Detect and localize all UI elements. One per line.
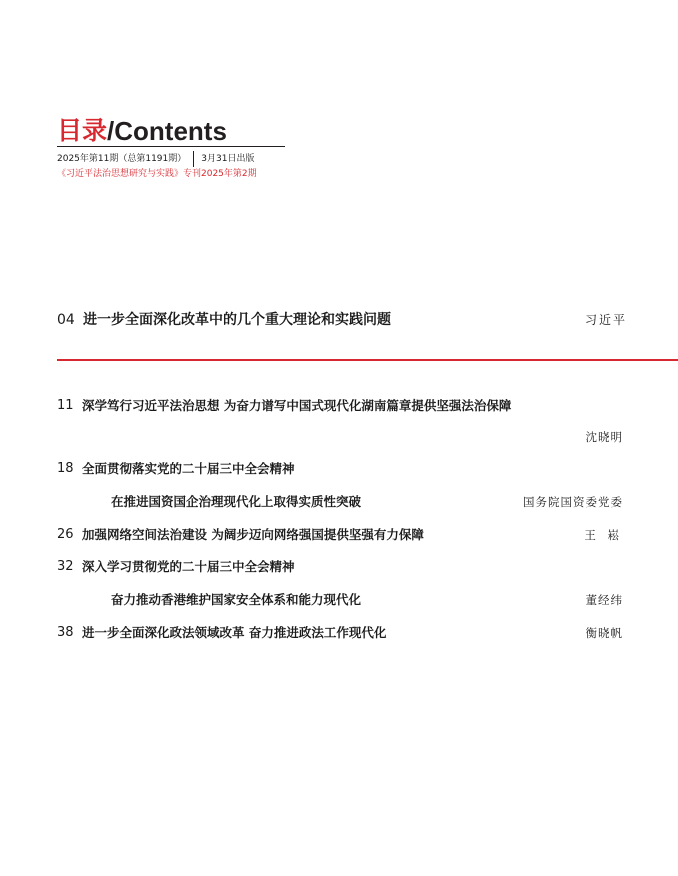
title-slash: / [107,116,115,146]
toc-entry-subtitle-row[interactable] [57,589,623,611]
toc-entry-page: 11 [57,398,74,413]
toc-entry-title[interactable]: 深学笃行习近平法治思想 为奋力谱写中国式现代化湖南篇章提供坚强法治保障 [82,398,512,413]
toc-entry-author: 衡晓帆 [585,626,623,640]
special-issue-line: 《习近平法治思想研究与实践》专刊2025年第2期 [57,169,257,179]
toc-entry-author: 王 崧 [584,528,623,542]
contents-title-english: Contents [114,116,227,146]
toc-entry[interactable] [57,458,623,480]
toc-entry-subtitle[interactable]: 在推进国资国企治理现代化上取得实质性突破 [111,494,362,509]
lead-article-title[interactable]: 进一步全面深化改革中的几个重大理论和实践问题 [83,312,391,328]
toc-entry-author: 董经纬 [585,593,623,607]
toc-entry[interactable] [57,395,623,417]
issue-separator [193,151,194,167]
publication-date: 3月31日出版 [201,154,255,164]
lead-article-entry[interactable] [57,309,627,333]
toc-entry-title[interactable]: 深入学习贯彻党的二十届三中全会精神 [82,559,295,574]
issue-info [57,151,254,167]
contents-header [57,112,297,179]
toc-entry-author-row [57,426,623,448]
issue-number: 2025年第11期（总第1191期） [57,154,187,164]
title-underline [57,146,285,147]
toc-entry[interactable] [57,556,623,578]
contents-title [57,112,297,146]
toc-entry-page: 26 [57,527,74,542]
toc-entry-author: 沈晓明 [585,430,623,444]
contents-title-chinese: 目录 [57,116,108,145]
red-divider [57,359,678,361]
toc-entry-title[interactable]: 加强网络空间法治建设 为阔步迈向网络强国提供坚强有力保障 [82,527,424,542]
toc-entry-page: 38 [57,625,74,640]
toc-entry-title[interactable]: 进一步全面深化政法领域改革 奋力推进政法工作现代化 [82,625,387,640]
toc-entry-subtitle-row[interactable] [57,491,623,513]
toc-entry-page: 32 [57,559,74,574]
toc-entry-page: 18 [57,461,74,476]
toc-entry-title[interactable]: 全面贯彻落实党的二十届三中全会精神 [82,461,295,476]
toc-entry-author: 国务院国资委党委 [523,495,623,509]
lead-article-author: 习近平 [584,313,627,327]
toc-entry[interactable] [57,622,623,644]
toc-entry[interactable] [57,524,623,546]
lead-article-page: 04 [57,312,75,328]
toc-entry-subtitle[interactable]: 奋力推动香港维护国家安全体系和能力现代化 [111,592,362,607]
